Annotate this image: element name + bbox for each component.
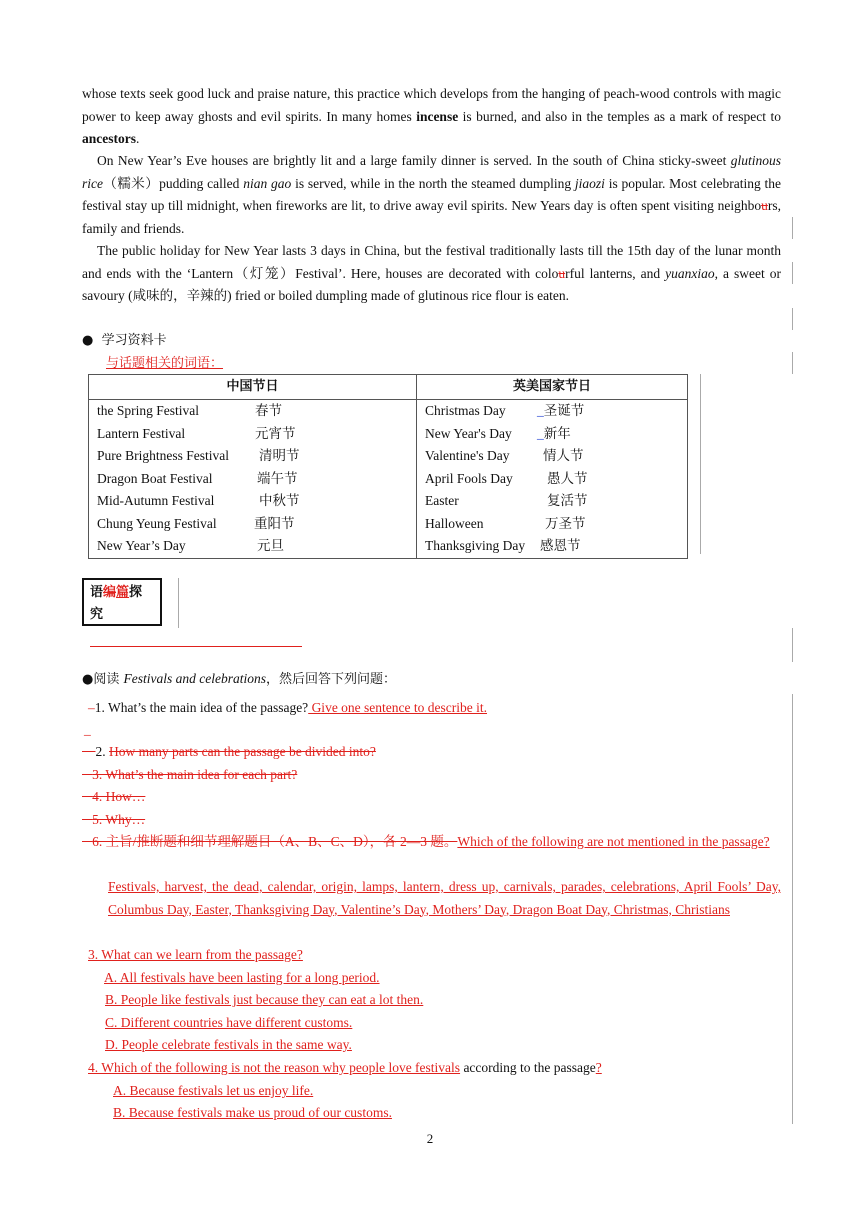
festival-zh: 情人节 (543, 448, 584, 463)
italic-term: yuanxiao (665, 265, 715, 281)
text-run: is burned, and also in the temples as a mark of respect to (458, 108, 781, 124)
western-festivals-cell (417, 400, 688, 559)
section-char-inserted: 篇 (116, 585, 130, 600)
page-number: 2 (426, 1131, 434, 1146)
list-item (425, 445, 679, 468)
question-mc-4 (82, 1057, 602, 1079)
column-header-chinese: 中国节日 (89, 375, 417, 400)
question-3-deleted (82, 764, 297, 786)
festival-vocabulary-table (88, 374, 688, 559)
italic-term: jiaozi (574, 175, 605, 191)
revision-bar (178, 578, 179, 628)
chinese-festivals-cell (89, 400, 417, 559)
festival-zh: 新年 (543, 425, 571, 441)
paragraph-public-holiday (82, 240, 781, 308)
festival-en: Halloween (425, 515, 484, 531)
edit-mark: _ (537, 425, 544, 441)
text-run: whose texts seek good luck and praise nature, this practice which develops from the hanging of peach-wood controls with magic power to keep away ghosts and evil spirits. In many homes (82, 86, 781, 124)
paragraph-new-years-eve (82, 150, 781, 240)
festival-zh: 感恩节 (540, 538, 581, 553)
festival-en: Valentine's Day (425, 448, 510, 463)
option-row (105, 989, 423, 1011)
study-card-heading (82, 330, 167, 352)
section-char: 语 (90, 585, 104, 600)
text-run: , a sweet or savoury (咸味的，辛辣的) fried or boiled dumpling made of glutinous rice flour is eaten. (82, 265, 781, 303)
festival-zh: 清明节 (259, 448, 300, 463)
option-row (113, 1102, 392, 1124)
study-card-title: 学习资料卡 (101, 333, 167, 348)
deleted-text: 5. Why… (92, 812, 146, 827)
passage-title: Festivals and celebrations (123, 671, 266, 686)
revision-bar (792, 217, 793, 239)
inserted-question: Which of the following are not mentioned in the passage? (457, 834, 770, 849)
list-item (425, 400, 679, 423)
question-number: 2. (95, 744, 109, 759)
bold-term-incense: incense (416, 108, 459, 124)
festival-en: the Spring Festival (97, 403, 199, 418)
table-body-row (89, 400, 688, 559)
paragraph-customs (82, 83, 781, 151)
festival-zh: 元宵节 (255, 425, 296, 441)
list-item (97, 468, 408, 491)
text-run: is popular. Most celebrating the festival stay up till midnight, when fireworks are lit, to drive away evil spirits. New Years day is often spent visiting neighbo (82, 175, 781, 213)
question-4-deleted (82, 786, 145, 808)
list-item (97, 445, 408, 468)
question-6 (82, 831, 781, 854)
reading-intro (82, 668, 396, 690)
text-run: （糯米）pudding called (103, 175, 244, 191)
list-item (425, 535, 679, 558)
revision-bar (792, 352, 793, 374)
festival-zh: 元旦 (257, 538, 284, 553)
option-row (105, 1012, 352, 1034)
option-row (82, 967, 380, 989)
text-run: . (136, 131, 140, 146)
answer-word-list (108, 876, 781, 921)
inserted-text: ? (595, 1060, 602, 1075)
answer-option: C. Different countries have different customs. (105, 1015, 353, 1030)
italic-term: glutinous rice (82, 153, 781, 191)
festival-zh: 圣诞节 (543, 403, 585, 418)
question-5-deleted (82, 809, 145, 831)
bold-term-ancestors: ancestors (82, 131, 136, 146)
table-header-row (89, 375, 688, 400)
inserted-question: 3. What can we learn from the passage? (88, 947, 303, 962)
text-run: rs, family and friends. (82, 198, 781, 236)
festival-zh: 重阳节 (254, 515, 295, 531)
list-item (97, 490, 408, 513)
text-run: rful lanterns, and (565, 265, 666, 281)
festival-zh: 复活节 (547, 493, 588, 508)
festival-zh: 万圣节 (545, 515, 586, 531)
edit-mark: _ (84, 722, 91, 737)
section-char: 究 (90, 607, 104, 622)
festival-en: Pure Brightness Festival (97, 448, 229, 463)
list-item (425, 468, 679, 491)
deleted-text: How many parts can the passage be divided into? (109, 744, 376, 759)
italic-term: nian gao (243, 175, 292, 191)
festival-en: Chung Yeung Festival (97, 515, 217, 531)
festival-zh: 愚人节 (547, 470, 588, 486)
revision-bar (792, 628, 793, 662)
intro-label: ●阅读 (82, 672, 124, 687)
list-item (97, 535, 408, 558)
revision-bar (792, 694, 793, 1124)
inserted-text: Festivals, harvest, the dead, calendar, origin, lamps, lantern, dress up, carnivals, parades, celebrations, April Fools’ Day, Columbus Day, Easter, Thanksgiving Day, Valentine’s Day, Mothers’ Day, Dragon Boat Day, Christmas, Christians (108, 879, 781, 917)
festival-zh: 端午节 (257, 470, 298, 486)
answer-option: B. People like festivals just because they can eat a lot then. (105, 992, 424, 1007)
revision-bar (700, 374, 701, 554)
question-text: 1. What’s the main idea of the passage? (94, 700, 309, 715)
answer-option: A. All festivals have been lasting for a long period. (104, 970, 380, 985)
answer-option: B. Because festivals make us proud of our customs. (113, 1105, 392, 1120)
revision-bar (792, 308, 793, 330)
text-run: The public holiday for New Year lasts 3 days in China, but the festival traditionally lasts till the 15th day of the lunar month and ends with the ‘Lantern（灯笼）Festival’. Here, houses are decorated with colo (82, 243, 781, 281)
option-row (113, 1080, 313, 1102)
revision-bar (792, 262, 793, 284)
study-card-subtitle: 与话题相关的词语： (106, 356, 224, 371)
text-run: is served, while in the north the steamed dumpling (291, 175, 575, 191)
festival-en: New Year's Day (425, 425, 512, 441)
red-rule (90, 646, 302, 647)
deleted-text: 4. How… (92, 789, 146, 804)
list-item (97, 400, 408, 423)
inserted-text: Give one sentence to describe it. (308, 700, 487, 715)
list-item (425, 490, 679, 513)
answer-option: D. People celebrate festivals in the same way. (105, 1037, 352, 1052)
list-item (425, 513, 679, 536)
section-char: 探 (129, 585, 143, 600)
column-header-western: 英美国家节日 (417, 375, 688, 400)
festival-en: New Year’s Day (97, 538, 186, 553)
intro-rest: ，然后回答下列问题： (265, 672, 396, 687)
festival-en: April Fools Day (425, 470, 513, 486)
festival-en: Easter (425, 493, 459, 508)
bullet-icon: ● (82, 333, 94, 348)
deleted-text: 6. 主旨/推断题和细节理解题目（A、B、C、D），各 2—3 题。 (92, 834, 458, 849)
deleted-text: 3. What’s the main idea for each part? (92, 767, 298, 782)
question-text: according to the passage (460, 1060, 596, 1075)
section-char-deleted: 编 (103, 585, 117, 600)
option-row (105, 1034, 352, 1056)
festival-en: Thanksgiving Day (425, 538, 526, 553)
festival-en: Dragon Boat Festival (97, 470, 213, 486)
list-item (425, 423, 679, 446)
question-1 (88, 697, 487, 719)
festival-zh: 中秋节 (259, 493, 300, 508)
question-mc-3 (82, 944, 303, 966)
list-item (97, 513, 408, 536)
text-run: On New Year’s Eve houses are brightly lit and a large family dinner is served. In the south of China sticky-sweet (97, 153, 731, 168)
festival-en: Lantern Festival (97, 425, 186, 441)
deleted-letter: u (558, 265, 566, 281)
inserted-question: 4. Which of the following is not the reason why people love festivals (88, 1060, 461, 1075)
question-2 (82, 741, 376, 763)
festival-en: Mid-Autumn Festival (97, 493, 215, 508)
answer-option: A. Because festivals let us enjoy life. (113, 1083, 314, 1098)
list-item (97, 423, 408, 446)
festival-zh: 春节 (255, 403, 282, 418)
festival-en: Christmas Day (425, 403, 506, 418)
study-card-subtitle-row (82, 353, 223, 375)
section-label-box (82, 578, 162, 626)
edit-mark: – (88, 700, 95, 715)
blank-line (84, 719, 91, 741)
deleted-letter: u (761, 198, 768, 213)
edit-mark: _ (537, 403, 544, 418)
